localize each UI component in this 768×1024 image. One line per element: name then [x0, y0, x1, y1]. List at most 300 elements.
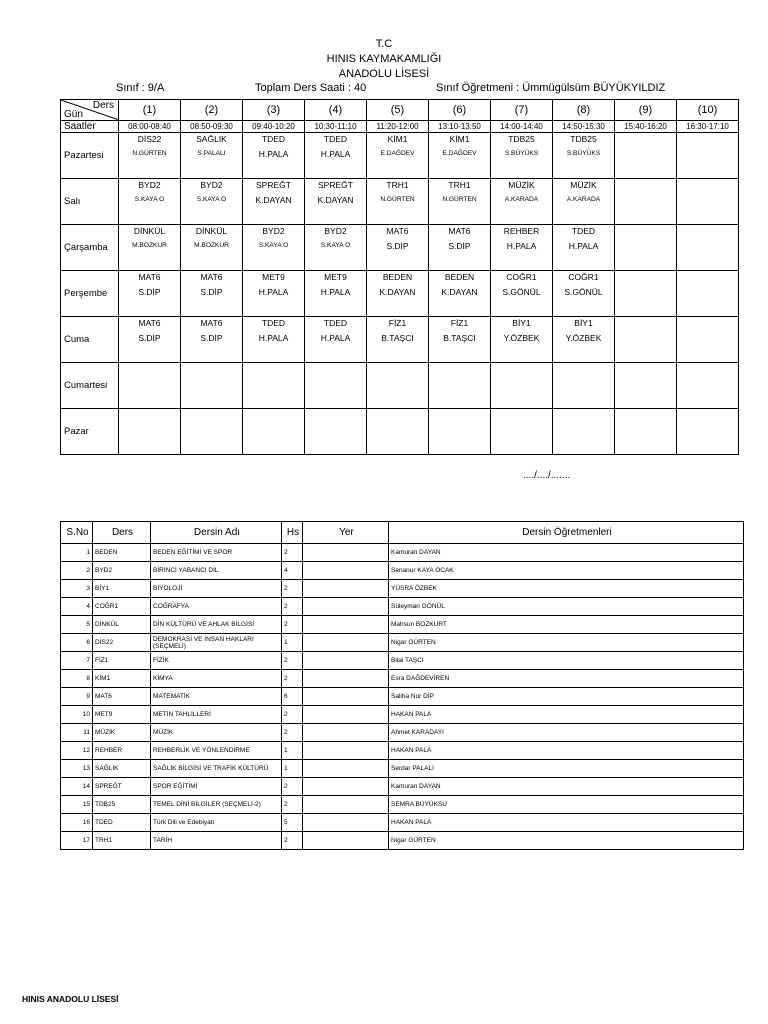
course-location	[303, 796, 389, 814]
course-location	[303, 562, 389, 580]
lesson-teacher: A.KARADA	[504, 196, 539, 203]
lesson-code: MAT6	[448, 226, 471, 236]
course-code: TDED	[93, 814, 151, 832]
course-name: DEMOKRASİ VE İNSAN HAKLARI (SEÇMELİ)	[151, 634, 282, 652]
schedule-cell	[491, 271, 553, 317]
course-column-header: Ders	[93, 522, 151, 544]
lesson-code: MET9	[262, 272, 285, 282]
schedule-cell	[553, 271, 615, 317]
schedule-cell	[429, 179, 491, 225]
lesson-teacher: S.DİP	[200, 287, 223, 297]
course-hours: 1	[282, 634, 303, 652]
course-teacher: Serdar PALALI	[389, 760, 744, 778]
course-teacher: Nigar GÜRTEN	[389, 634, 744, 652]
schedule-cell	[367, 225, 429, 271]
course-location	[303, 724, 389, 742]
lesson-code: BYD2	[200, 180, 223, 190]
course-teacher: Mahsun BOZKURT	[389, 616, 744, 634]
schedule-cell	[429, 133, 491, 179]
course-row	[61, 598, 744, 616]
schedule-cell	[181, 317, 243, 363]
lesson-teacher: S.DİP	[448, 241, 471, 251]
lesson-code: COĞR1	[568, 272, 599, 282]
course-header-row	[61, 522, 744, 544]
schedule-cell	[181, 409, 243, 455]
course-location	[303, 688, 389, 706]
schedule-cell	[367, 133, 429, 179]
schedule-cell	[677, 363, 739, 409]
day-label: Cuma	[61, 317, 119, 363]
course-location	[303, 760, 389, 778]
class-teacher: Sınıf Öğretmeni : Ümmügülsüm BÜYÜKYILDIZ	[436, 82, 666, 94]
period-number: (7)	[491, 100, 553, 121]
period-time: 14:00-14:40	[491, 121, 553, 133]
lesson-code: SPREĞT	[256, 180, 291, 190]
course-teacher: HAKAN PALA	[389, 742, 744, 760]
period-time: 14:50-15:30	[553, 121, 615, 133]
cell-content	[305, 317, 366, 362]
schedule-cell	[615, 409, 677, 455]
cell-content	[243, 317, 304, 362]
lesson-code: TRH1	[448, 180, 471, 190]
period-number: (3)	[243, 100, 305, 121]
lesson-teacher: S.BÜYÜKS	[566, 150, 601, 157]
schedule-cell	[181, 133, 243, 179]
cell-content	[119, 225, 180, 270]
course-location	[303, 634, 389, 652]
schedule-cell	[615, 317, 677, 363]
schedule-cell	[119, 133, 181, 179]
course-name: FİZİK	[151, 652, 282, 670]
lesson-code: BEDEN	[444, 272, 475, 282]
course-column-header: Yer	[303, 522, 389, 544]
cell-content	[677, 179, 738, 224]
course-hours: 2	[282, 544, 303, 562]
lesson-code: TRH1	[386, 180, 409, 190]
course-number: 3	[61, 580, 93, 598]
schedule-cell	[243, 179, 305, 225]
course-teacher: Saliha Nur DİP	[389, 688, 744, 706]
schedule-cell	[243, 409, 305, 455]
course-number: 5	[61, 616, 93, 634]
course-location	[303, 706, 389, 724]
period-number: (8)	[553, 100, 615, 121]
lesson-teacher: N.GÜRTEN	[380, 196, 415, 203]
cell-content	[243, 179, 304, 224]
corner-cell	[61, 100, 119, 121]
course-code: SAĞLIK	[93, 760, 151, 778]
course-number: 13	[61, 760, 93, 778]
period-time: 08:00-08:40	[119, 121, 181, 133]
course-location	[303, 832, 389, 850]
lesson-code: MAT6	[200, 318, 223, 328]
lesson-teacher: K.DAYAN	[255, 195, 292, 205]
cell-content	[367, 409, 428, 454]
cell-content	[181, 317, 242, 362]
cell-content	[553, 409, 614, 454]
period-time: 10:30-11:10	[305, 121, 367, 133]
course-code: TRH1	[93, 832, 151, 850]
lesson-teacher: S.PALALI	[197, 150, 226, 157]
lesson-code: MET9	[324, 272, 347, 282]
cell-content	[181, 409, 242, 454]
course-number: 4	[61, 598, 93, 616]
cell-content	[491, 317, 552, 362]
course-row	[61, 688, 744, 706]
course-code: DİS22	[93, 634, 151, 652]
lesson-teacher: Y.ÖZBEK	[565, 333, 602, 343]
lesson-code: KİM1	[449, 134, 470, 144]
schedule-cell	[119, 409, 181, 455]
schedule-cell	[553, 133, 615, 179]
cell-content	[615, 179, 676, 224]
course-teacher: Kamuran DAYAN	[389, 778, 744, 796]
course-hours: 1	[282, 760, 303, 778]
day-label: Perşembe	[61, 271, 119, 317]
schedule-cell	[491, 317, 553, 363]
course-column-header: Dersin Öğretmenleri	[389, 522, 744, 544]
course-hours: 5	[282, 814, 303, 832]
schedule-cell	[305, 225, 367, 271]
course-hours: 2	[282, 616, 303, 634]
course-teacher: HAKAN PALA	[389, 814, 744, 832]
cell-content	[615, 409, 676, 454]
lesson-code: KİM1	[387, 134, 408, 144]
schedule-cell	[429, 317, 491, 363]
course-teacher: Nigar GÜRTEN	[389, 832, 744, 850]
course-hours: 6	[282, 688, 303, 706]
day-row	[61, 271, 739, 317]
course-row	[61, 778, 744, 796]
cell-content	[119, 317, 180, 362]
cell-content	[491, 363, 552, 408]
schedule-cell	[181, 225, 243, 271]
schedule-cell	[429, 225, 491, 271]
schedule-cell	[119, 179, 181, 225]
cell-content	[243, 271, 304, 316]
cell-content	[677, 409, 738, 454]
schedule-cell	[243, 363, 305, 409]
schedule-cell	[243, 225, 305, 271]
schedule-cell	[677, 317, 739, 363]
course-teacher: HAKAN PALA	[389, 706, 744, 724]
lesson-teacher: B.TAŞCI	[443, 333, 476, 343]
lesson-code: MAT6	[386, 226, 409, 236]
day-label: Cumartesi	[61, 363, 119, 409]
period-time: 16:30-17:10	[677, 121, 739, 133]
schedule-cell	[181, 271, 243, 317]
course-name: DİN KÜLTÜRÜ VE AHLAK BİLGİSİ	[151, 616, 282, 634]
schedule-cell	[677, 409, 739, 455]
lesson-teacher: N.GÜRTEN	[442, 196, 477, 203]
course-name: TARİH	[151, 832, 282, 850]
lesson-code: MÜZİK	[508, 180, 535, 190]
lesson-code: FİZ1	[450, 318, 469, 328]
lesson-teacher: H.PALA	[320, 333, 351, 343]
cell-content	[491, 271, 552, 316]
period-number: (5)	[367, 100, 429, 121]
lesson-teacher: S.KAYA O	[258, 242, 289, 249]
cell-content	[553, 317, 614, 362]
schedule-cell	[367, 317, 429, 363]
course-teacher: Ahmet KARADAYI	[389, 724, 744, 742]
day-row	[61, 317, 739, 363]
lesson-teacher: S.GÖNÜL	[564, 287, 603, 297]
cell-content	[305, 271, 366, 316]
day-row	[61, 225, 739, 271]
cell-content	[429, 317, 490, 362]
cell-content	[429, 179, 490, 224]
lesson-code: REHBER	[503, 226, 540, 236]
course-hours: 2	[282, 652, 303, 670]
period-number: (1)	[119, 100, 181, 121]
class-label: Sınıf : 9/A	[116, 82, 165, 94]
course-row	[61, 796, 744, 814]
period-number: (10)	[677, 100, 739, 121]
course-teacher: Senanur KAYA OCAK	[389, 562, 744, 580]
day-row	[61, 363, 739, 409]
lesson-teacher: S.BÜYÜKS	[504, 150, 539, 157]
course-hours: 2	[282, 670, 303, 688]
course-name: COĞRAFYA	[151, 598, 282, 616]
course-name: Türk Dili ve Edebiyatı	[151, 814, 282, 832]
course-number: 9	[61, 688, 93, 706]
lesson-teacher: S.KAYA O	[320, 242, 351, 249]
schedule-cell	[305, 179, 367, 225]
course-location	[303, 544, 389, 562]
lesson-teacher: K.DAYAN	[441, 287, 478, 297]
cell-content	[553, 179, 614, 224]
course-hours: 2	[282, 598, 303, 616]
course-number: 1	[61, 544, 93, 562]
schedule-cell	[367, 363, 429, 409]
schedule-cell	[491, 409, 553, 455]
total-hours: Toplam Ders Saati : 40	[255, 82, 367, 94]
lesson-teacher: K.DAYAN	[379, 287, 416, 297]
course-teacher: Esra DAĞDEVİREN	[389, 670, 744, 688]
course-row	[61, 652, 744, 670]
schedule-cell	[119, 271, 181, 317]
day-label: Pazartesi	[61, 133, 119, 179]
lesson-teacher: M.BOZKUR	[132, 242, 167, 249]
cell-content	[491, 179, 552, 224]
lesson-teacher: S.DİP	[200, 333, 223, 343]
schedule-cell	[491, 363, 553, 409]
cell-content	[181, 225, 242, 270]
lesson-teacher: E.DAĞDEV	[442, 150, 477, 157]
schedule-cell	[677, 271, 739, 317]
cell-content	[615, 133, 676, 178]
course-number: 7	[61, 652, 93, 670]
lesson-code: TDED	[261, 318, 286, 328]
schedule-cell	[615, 179, 677, 225]
period-time: 08:50-09:30	[181, 121, 243, 133]
course-row	[61, 670, 744, 688]
schedule-cell	[119, 225, 181, 271]
schedule-cell	[181, 363, 243, 409]
lesson-code: BEDEN	[382, 272, 413, 282]
lesson-teacher: H.PALA	[320, 149, 351, 159]
course-number: 16	[61, 814, 93, 832]
cell-content	[181, 271, 242, 316]
lesson-code: TDED	[323, 318, 348, 328]
lesson-code: BİY1	[574, 318, 593, 328]
cell-content	[553, 225, 614, 270]
course-name: MÜZİK	[151, 724, 282, 742]
lesson-teacher: Y.ÖZBEK	[503, 333, 540, 343]
lesson-teacher: S.DİP	[138, 287, 161, 297]
cell-content	[367, 225, 428, 270]
course-name: SPOR EĞİTİMİ	[151, 778, 282, 796]
cell-content	[181, 133, 242, 178]
cell-content	[615, 317, 676, 362]
footer-school-name: HINIS ANADOLU LİSESİ	[22, 994, 119, 1004]
course-number: 6	[61, 634, 93, 652]
course-location	[303, 580, 389, 598]
schedule-cell	[553, 363, 615, 409]
course-location	[303, 616, 389, 634]
course-teacher: YÜSRA ÖZBEK	[389, 580, 744, 598]
schedule-cell	[615, 271, 677, 317]
cell-content	[553, 271, 614, 316]
cell-content	[429, 409, 490, 454]
cell-content	[367, 179, 428, 224]
course-name: BİYOLOJİ	[151, 580, 282, 598]
cell-content	[305, 133, 366, 178]
period-number: (4)	[305, 100, 367, 121]
schedule-cell	[305, 317, 367, 363]
cell-content	[305, 225, 366, 270]
course-row	[61, 814, 744, 832]
cell-content	[429, 225, 490, 270]
cell-content	[553, 133, 614, 178]
lesson-code: DİNKÜL	[195, 226, 228, 236]
cell-content	[491, 225, 552, 270]
course-location	[303, 742, 389, 760]
course-number: 15	[61, 796, 93, 814]
lesson-teacher: H.PALA	[320, 287, 351, 297]
cell-content	[429, 133, 490, 178]
lesson-code: COĞR1	[506, 272, 537, 282]
lesson-teacher: M.BOZKUR	[194, 242, 229, 249]
cell-content	[615, 271, 676, 316]
cell-content	[429, 271, 490, 316]
lesson-code: TDB25	[508, 134, 535, 144]
course-row	[61, 724, 744, 742]
weekly-schedule-table	[60, 99, 739, 455]
course-number: 2	[61, 562, 93, 580]
course-hours: 2	[282, 724, 303, 742]
course-location	[303, 778, 389, 796]
lesson-code: TDED	[323, 134, 348, 144]
schedule-cell	[677, 225, 739, 271]
cell-content	[677, 271, 738, 316]
course-code: DİNKÜL	[93, 616, 151, 634]
cell-content	[677, 317, 738, 362]
lesson-code: BYD2	[262, 226, 285, 236]
schedule-cell	[367, 271, 429, 317]
lesson-code: MÜZİK	[570, 180, 597, 190]
lesson-code: BYD2	[138, 180, 161, 190]
lesson-teacher: H.PALA	[258, 333, 289, 343]
schedule-cell	[615, 225, 677, 271]
lesson-code: SPREĞT	[318, 180, 353, 190]
schedule-cell	[119, 317, 181, 363]
saatler-label: Saatler	[61, 121, 119, 133]
cell-content	[367, 363, 428, 408]
course-number: 10	[61, 706, 93, 724]
course-location	[303, 652, 389, 670]
cell-content	[305, 409, 366, 454]
course-name: MATEMATİK	[151, 688, 282, 706]
header-district: HINIS KAYMAKAMLIĞI	[326, 53, 442, 65]
course-number: 12	[61, 742, 93, 760]
cell-content	[119, 409, 180, 454]
course-hours: 1	[282, 742, 303, 760]
schedule-cell	[243, 271, 305, 317]
day-row	[61, 409, 739, 455]
schedule-cell	[243, 133, 305, 179]
period-time: 09:40-10:20	[243, 121, 305, 133]
lesson-teacher: H.PALA	[506, 241, 537, 251]
course-code: REHBER	[93, 742, 151, 760]
course-row	[61, 760, 744, 778]
cell-content	[119, 363, 180, 408]
course-code: BEDEN	[93, 544, 151, 562]
course-row	[61, 706, 744, 724]
course-code: KİM1	[93, 670, 151, 688]
course-location	[303, 598, 389, 616]
lesson-teacher: S.DİP	[138, 333, 161, 343]
course-hours: 4	[282, 562, 303, 580]
lesson-teacher: S.KAYA O	[196, 196, 227, 203]
course-name: METİN TAHLİLLERİ	[151, 706, 282, 724]
schedule-cell	[429, 271, 491, 317]
course-row	[61, 544, 744, 562]
day-label: Salı	[61, 179, 119, 225]
course-list-table	[60, 521, 744, 850]
course-number: 8	[61, 670, 93, 688]
course-name: BİRİNCİ YABANCI DİL	[151, 562, 282, 580]
course-location	[303, 670, 389, 688]
schedule-cell	[181, 179, 243, 225]
schedule-cell	[491, 179, 553, 225]
header-school: ANADOLU LİSESİ	[338, 68, 430, 80]
course-row	[61, 742, 744, 760]
cell-content	[677, 225, 738, 270]
day-label: Pazar	[61, 409, 119, 455]
lesson-teacher: S.GÖNÜL	[502, 287, 541, 297]
day-row	[61, 133, 739, 179]
cell-content	[429, 363, 490, 408]
course-code: BİY1	[93, 580, 151, 598]
course-name: BEDEN EĞİTİMİ VE SPOR	[151, 544, 282, 562]
period-number: (6)	[429, 100, 491, 121]
course-hours: 2	[282, 796, 303, 814]
course-row	[61, 616, 744, 634]
lesson-teacher: H.PALA	[258, 149, 289, 159]
course-column-header: Dersin Adı	[151, 522, 282, 544]
period-time: 15:40-16:20	[615, 121, 677, 133]
lesson-code: TDED	[571, 226, 596, 236]
schedule-cell	[615, 133, 677, 179]
schedule-cell	[553, 317, 615, 363]
lesson-teacher: S.DİP	[386, 241, 409, 251]
course-code: SPREĞT	[93, 778, 151, 796]
schedule-cell	[119, 363, 181, 409]
course-code: MÜZİK	[93, 724, 151, 742]
day-row	[61, 179, 739, 225]
